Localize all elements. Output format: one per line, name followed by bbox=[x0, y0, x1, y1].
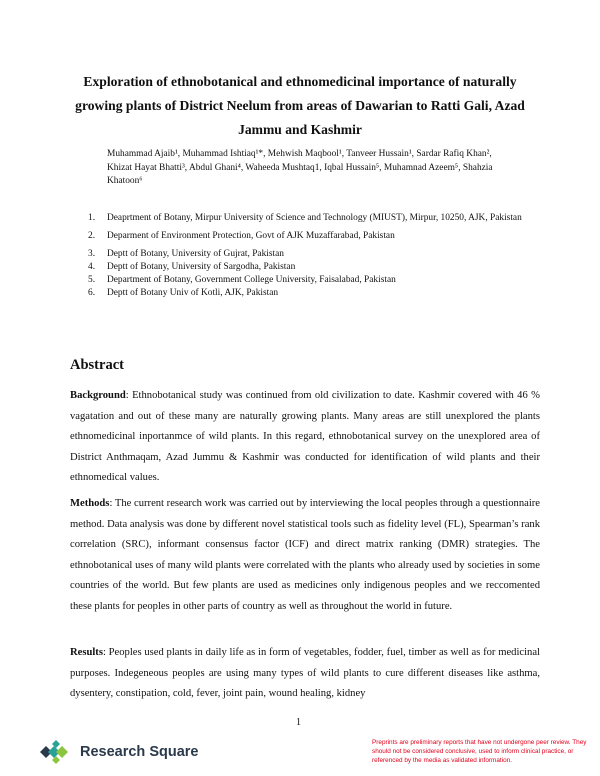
affiliation-number: 1. bbox=[88, 213, 96, 223]
affiliation-item bbox=[88, 274, 538, 287]
author-list bbox=[107, 148, 527, 189]
methods-text: : The current research work was carried out by interviewing the local peoples through a questionnaire method. Data analysis was done by different novel statistical tools such as fidelity level (FL), Spearman’s rank correlation (SRC), informant consensus factor (ICF) and direct matrix ranking (DMR) strategies. The ethnobotanical uses of many wild plants were correlated with the plants who already used by societies in some countries of the world. But few plants are used as medicines only indigenous peoples and we reccomented these plants for peoples in other parts of country as well as throughout the world in future. bbox=[70, 498, 540, 612]
background-text: : Ethnobotanical study was continued from old civilization to date. Kashmir covered with 46 % vagatation and out of these many are naturally growing plants. Many areas are still unexplored the plants ethnomedicinal inportanmce of wild plants. In this regard, ethnobotanical survey on the unexplored area of District Anthmaqam, Azad Jummu & Kashmir was conducted for identification of wild plants and their ethnomedical values. bbox=[70, 390, 540, 484]
affiliation-number: 2. bbox=[88, 231, 96, 241]
abstract-background-paragraph bbox=[70, 386, 540, 489]
affiliation-number: 5. bbox=[88, 275, 96, 285]
affiliation-number: 6. bbox=[88, 288, 96, 298]
affiliation-text: Deptt of Botany, University of Sargodha, Pakistan bbox=[107, 262, 296, 272]
results-text: : Peoples used plants in daily life as in form of vegetables, fodder, fuel, timber as well as for medicinal purposes. Indegeneous peoples are using many types of wild plants to cure different diseases like asthma, dysentery, constipation, cold, fever, joint pain, wound healing, kidney bbox=[70, 647, 540, 700]
affiliation-text: Deparment of Environment Protection, Govt of AJK Muzaffarabad, Pakistan bbox=[107, 231, 395, 241]
affiliation-number: 4. bbox=[88, 262, 96, 272]
affiliation-item bbox=[88, 261, 538, 274]
methods-label: Methods bbox=[70, 498, 110, 509]
affiliation-list bbox=[88, 210, 538, 300]
research-square-logo-icon bbox=[40, 740, 74, 764]
affiliation-item bbox=[88, 248, 538, 261]
author-line-1: Muhammad Ajaib¹, Muhammad Ishtiaq¹*, Mehwish Maqbool¹, Tanveer Hussain¹, Sardar Rafiq Khan², bbox=[107, 149, 492, 159]
page-number: 1 bbox=[296, 717, 301, 728]
affiliation-item bbox=[88, 287, 538, 300]
abstract-methods-paragraph bbox=[70, 494, 540, 618]
affiliation-number: 3. bbox=[88, 249, 96, 259]
affiliation-text: Deptt of Botany Univ of Kotli, AJK, Pakistan bbox=[107, 288, 279, 298]
affiliation-item bbox=[88, 230, 538, 243]
affiliation-text: Department of Botany, Government College University, Faisalabad, Pakistan bbox=[107, 275, 396, 285]
research-square-logo bbox=[40, 740, 198, 764]
affiliation-text: Deptt of Botany, University of Gujrat, Pakistan bbox=[107, 249, 284, 259]
abstract-results-paragraph bbox=[70, 643, 540, 705]
affiliation-text: Deaprtment of Botany, Mirpur University of Science and Technology (MIUST), Mirpur, 10250, AJK, Pakistan bbox=[107, 213, 522, 223]
results-label: Results bbox=[70, 647, 103, 658]
author-line-3: Khatoon⁶ bbox=[107, 176, 143, 186]
research-square-logo-text: Research Square bbox=[80, 744, 199, 760]
author-line-2: Khizat Hayat Bhatti³, Abdul Ghani⁴, Waheeda Mushtaq1, Iqbal Hussain⁵, Muhamnad Azeem⁵, Shahzia bbox=[107, 162, 493, 173]
paper-title: Exploration of ethnobotanical and ethnomedicinal importance of naturally growing plants of District Neelum from areas of Dawarian to Ratti Gali, Azad Jammu and Kashmir bbox=[75, 74, 525, 137]
preprint-disclaimer: Preprints are preliminary reports that have not undergone peer review. They should not be considered conclusive, used to inform clinical practice, or referenced by the media as validated information. bbox=[372, 739, 587, 765]
abstract-heading: Abstract bbox=[70, 357, 124, 373]
background-label: Background bbox=[70, 390, 126, 401]
affiliation-item bbox=[88, 210, 538, 227]
